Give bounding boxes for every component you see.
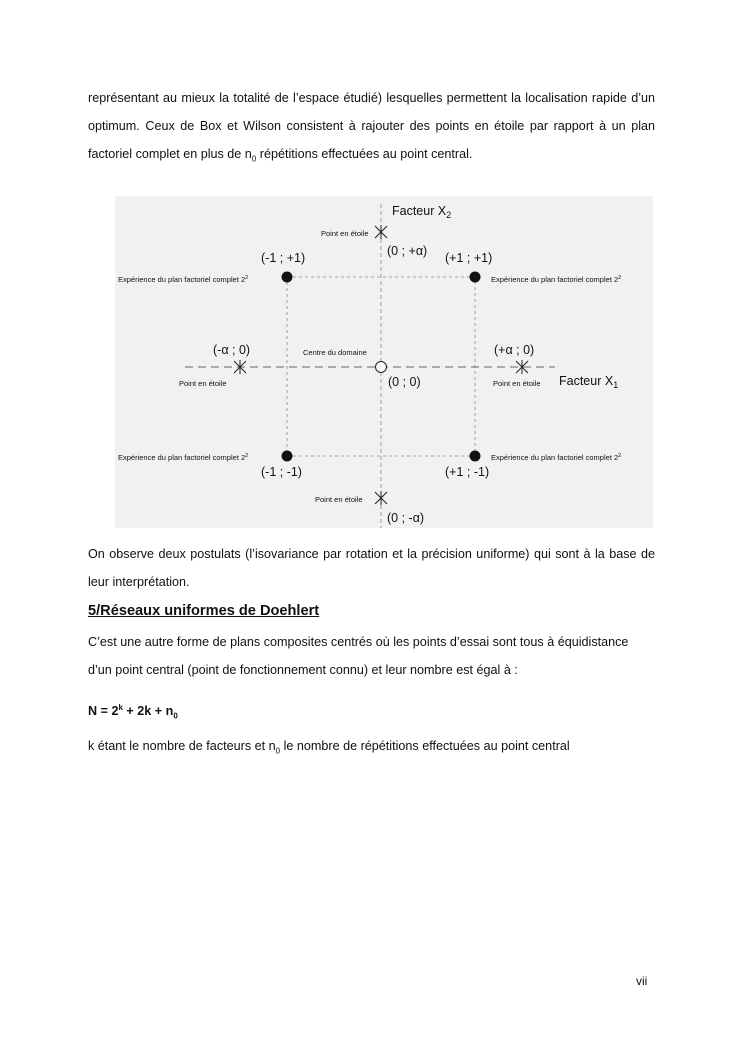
formula [88, 696, 178, 729]
formula-subscript: 0 [173, 711, 178, 721]
star-left-coord: (-α ; 0) [213, 343, 251, 357]
intro-text-a: représentant au mieux la totalité de l’espace étudié) lesquelles permettent la localisation rapide d’un optimum. Ceux de Box et Wilson consistent à rajouter des points en étoile par rapport à un plan factoriel complet en plus de n [88, 91, 655, 161]
postulates-paragraph: On observe deux postulats (l’isovariance par rotation et la précision uniforme) qui sont à la base de leur interprétation. [88, 547, 655, 589]
coord-bottom-right: (+1 ; -1) [445, 465, 490, 479]
x-axis-label: Facteur $X_1$ [559, 374, 619, 390]
intro-paragraph [88, 84, 655, 174]
intro-text-b: répétitions effectuées au point central. [256, 147, 473, 161]
factorial-caption-br: Expérience du plan factoriel complet $2^2$ [491, 453, 622, 462]
factorial-point-tr [470, 272, 481, 283]
star-bottom-caption: Point en étoile [315, 495, 363, 504]
definition-paragraph [88, 732, 655, 766]
definition-text-b: le nombre de répétitions effectuées au point central [280, 739, 570, 753]
formula-exponent: k [118, 703, 123, 712]
formula-part2: + 2k + n [122, 704, 174, 719]
factorial-caption-bl: Expérience du plan factoriel complet $2^2$ [118, 453, 249, 462]
page-number: vii [636, 974, 648, 988]
star-point-bottom [375, 491, 387, 505]
coord-top-right: (+1 ; +1) [445, 251, 493, 265]
coord-top-left: (-1 ; +1) [261, 251, 306, 265]
composite-design-diagram [115, 196, 653, 528]
star-top-coord: (0 ; +α) [387, 244, 428, 258]
composite-design-figure [115, 196, 653, 528]
star-left-caption: Point en étoile [179, 379, 227, 388]
coord-bottom-left: (-1 ; -1) [261, 465, 302, 479]
center-caption: Centre du domaine [303, 348, 367, 357]
center-point [376, 362, 387, 373]
star-point-top [375, 225, 387, 239]
factorial-point-br [470, 451, 481, 462]
definition-text-a: k étant le nombre de facteurs et n [88, 739, 276, 753]
y-axis-label: Facteur $X_2$ [392, 204, 452, 220]
factorial-point-bl [282, 451, 293, 462]
star-top-caption: Point en étoile [321, 229, 369, 238]
definition-subscript: 0 [275, 746, 281, 756]
star-bottom-coord: (0 ; -α) [387, 511, 425, 525]
intro-subscript: 0 [251, 154, 257, 164]
formula-part1: N = 2 [88, 704, 119, 719]
factorial-point-tl [282, 272, 293, 283]
star-right-caption: Point en étoile [493, 379, 541, 388]
star-right-coord: (+α ; 0) [494, 343, 535, 357]
section-heading: 5/Réseaux uniformes de Doehlert [88, 603, 320, 619]
factorial-caption-tl: Expérience du plan factoriel complet $2^2$ [118, 275, 249, 284]
center-coord: (0 ; 0) [388, 375, 421, 389]
factorial-caption-tr: Expérience du plan factoriel complet $2^2$ [491, 275, 622, 284]
doehlert-paragraph: C’est une autre forme de plans composites centrés où les points d’essai sont tous à équidistance d’un point central (point de fonctionnement connu) et leur nombre est égal à : [88, 635, 629, 677]
